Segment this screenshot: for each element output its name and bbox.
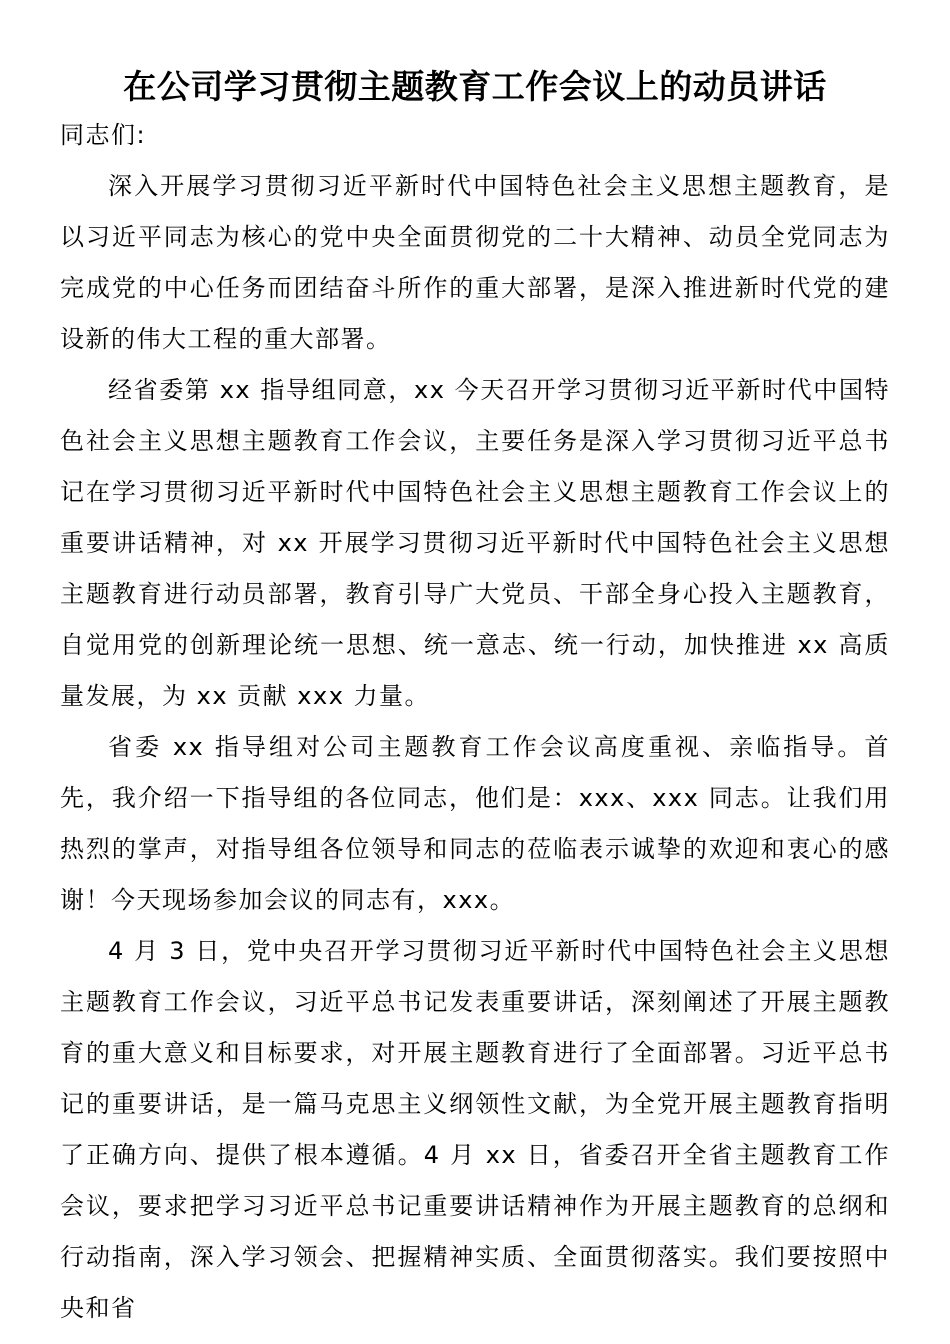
- salutation: 同志们:: [60, 121, 147, 149]
- paragraph-1: 深入开展学习贯彻习近平新时代中国特色社会主义思想主题教育，是以习近平同志为核心的党中央全面贯彻党的二十大精神、动员全党同志为完成党的中心任务而团结奋斗所作的重大部署，是深入推进新时代党的建设新的伟大工程的重大部署。: [60, 172, 890, 353]
- paragraph-4: 4 月 3 日，党中央召开学习贯彻习近平新时代中国特色社会主义思想主题教育工作会议，习近平总书记发表重要讲话，深刻阐述了开展主题教育的重大意义和目标要求，对开展主题教育进行了全面部署。习近平总书记的重要讲话，是一篇马克思主义纲领性文献，为全党开展主题教育指明了正确方向、提供了根本遵循。4 月 xx 日，省委召开全省主题教育工作会议，要求把学习习近平总书记重要讲话精神作为开展主题教育的总纲和行动指南，深入学习领会、把握精神实质、全面贯彻落实。我们要按照中央和省: [60, 937, 890, 1322]
- paragraph-3: 省委 xx 指导组对公司主题教育工作会议高度重视、亲临指导。首先，我介绍一下指导组的各位同志，他们是：xxx、xxx 同志。让我们用热烈的掌声，对指导组各位领导和同志的莅临表示诚挚的欢迎和衷心的感谢！今天现场参加会议的同志有，xxx。: [60, 733, 890, 914]
- paragraph-2: 经省委第 xx 指导组同意，xx 今天召开学习贯彻习近平新时代中国特色社会主义思想主题教育工作会议，主要任务是深入学习贯彻习近平总书记在学习贯彻习近平新时代中国特色社会主义思想主题教育工作会议上的重要讲话精神，对 xx 开展学习贯彻习近平新时代中国特色社会主义思想主题教育进行动员部署，教育引导广大党员、干部全身心投入主题教育，自觉用党的创新理论统一思想、统一意志、统一行动，加快推进 xx 高质量发展，为 xx 贡献 xxx 力量。: [60, 376, 890, 710]
- document-body: [60, 110, 890, 1334]
- document-title: 在公司学习贯彻主题教育工作会议上的动员讲话: [123, 67, 827, 106]
